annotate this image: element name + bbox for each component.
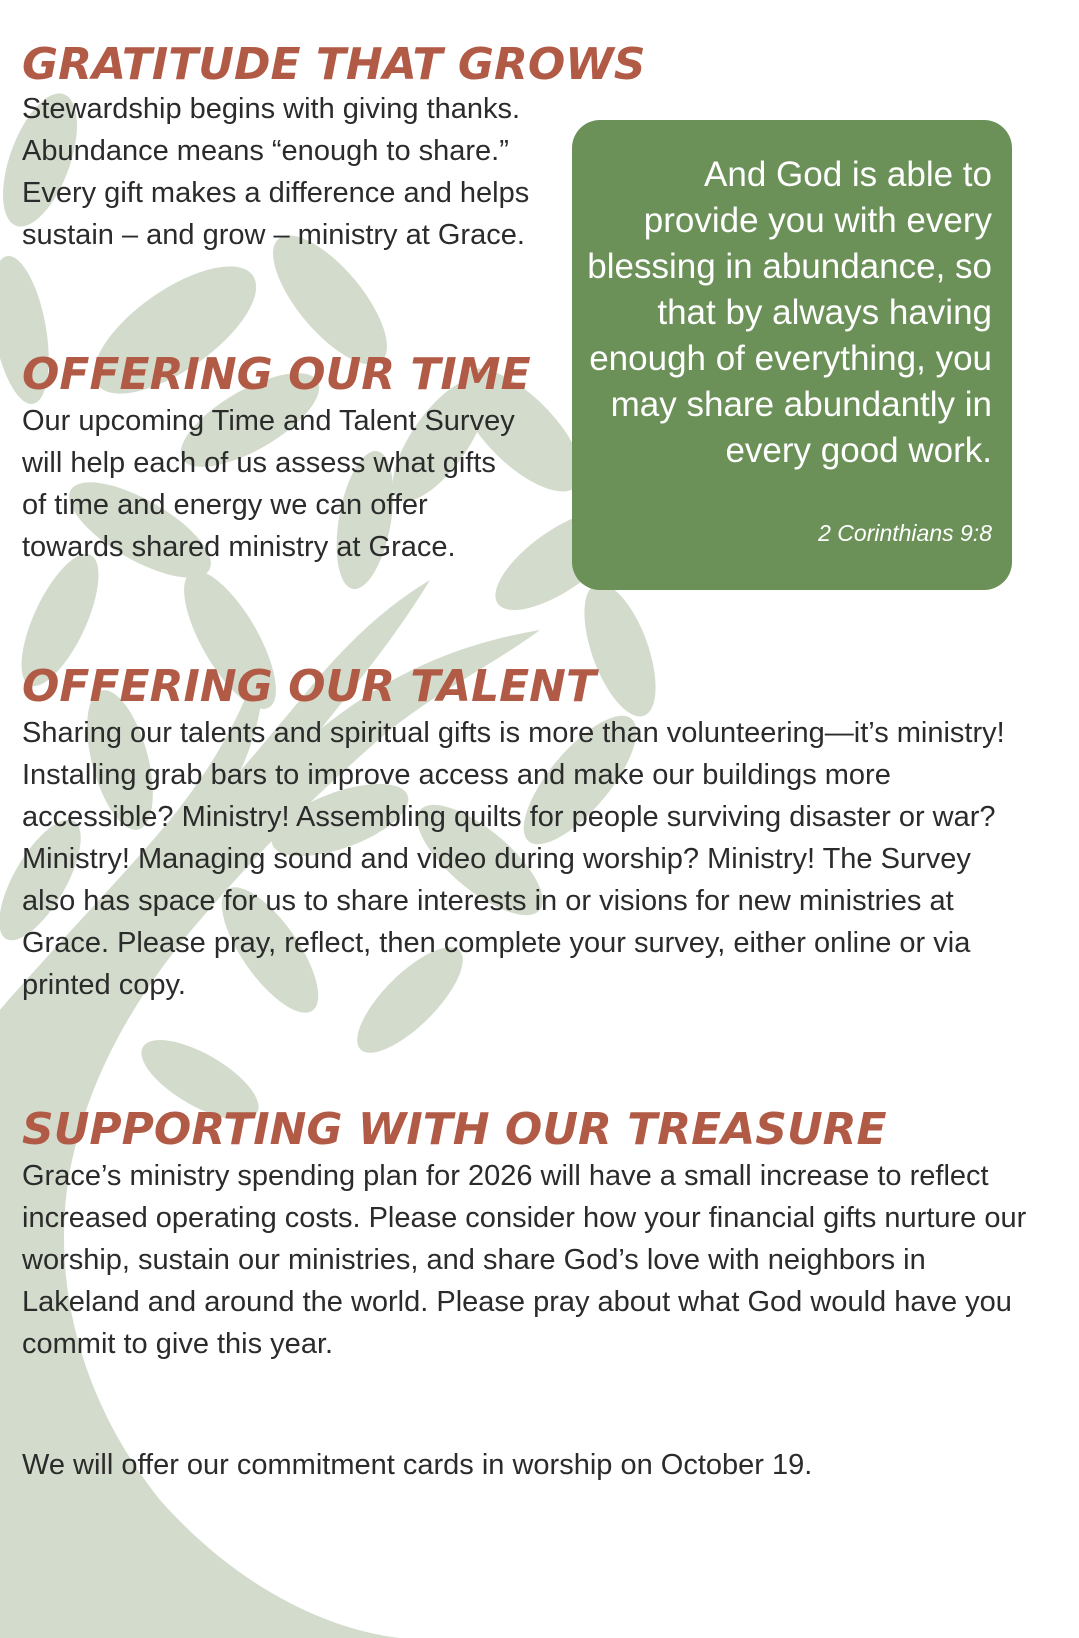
body-treasure: Grace’s ministry spending plan for 2026 will have a small increase to reflect increased operating costs. Please consider how your financial gifts nurture our worship, sustain our ministries, and share God’s love with neighbors in Lakeland and around the world. Please pray about what God would have you commit to give this year. <box>22 1160 1027 1360</box>
body-talent: Sharing our talents and spiritual gifts is more than volunteering—it’s ministry! Installing grab bars to improve access and make our buildings more accessible? Ministry! Assembling quilts for people surviving disaster or war? Ministry! Managing sound and video during worship? Ministry! The Survey also has space for us to share interests in or visions for new ministries at Grace. Please pray, reflect, then complete your survey, either online or via printed copy. <box>22 717 1005 1001</box>
heading-gratitude: GRATITUDE THAT GROWS <box>22 39 646 90</box>
scripture-quote-text: And God is able to provide you with every blessing in abundance, so that by always having enough of everything, you may share abundantly in every good work. <box>587 155 992 470</box>
scripture-reference: 2 Corinthians 9:8 <box>818 520 992 546</box>
closing-note: We will offer our commitment cards in worship on October 19. <box>22 1449 813 1481</box>
heading-treasure: SUPPORTING WITH OUR TREASURE <box>22 1104 887 1155</box>
body-time: Our upcoming Time and Talent Survey will help each of us assess what gifts of time and energy we can offer towards shared ministry at Grace. <box>22 405 515 563</box>
scripture-quote-box <box>572 120 1012 590</box>
heading-talent: OFFERING OUR TALENT <box>22 661 596 712</box>
body-gratitude: Stewardship begins with giving thanks. Abundance means “enough to share.” Every gift makes a difference and helps sustain – and grow – ministry at Grace. <box>22 93 530 251</box>
heading-time: OFFERING OUR TIME <box>22 349 531 400</box>
